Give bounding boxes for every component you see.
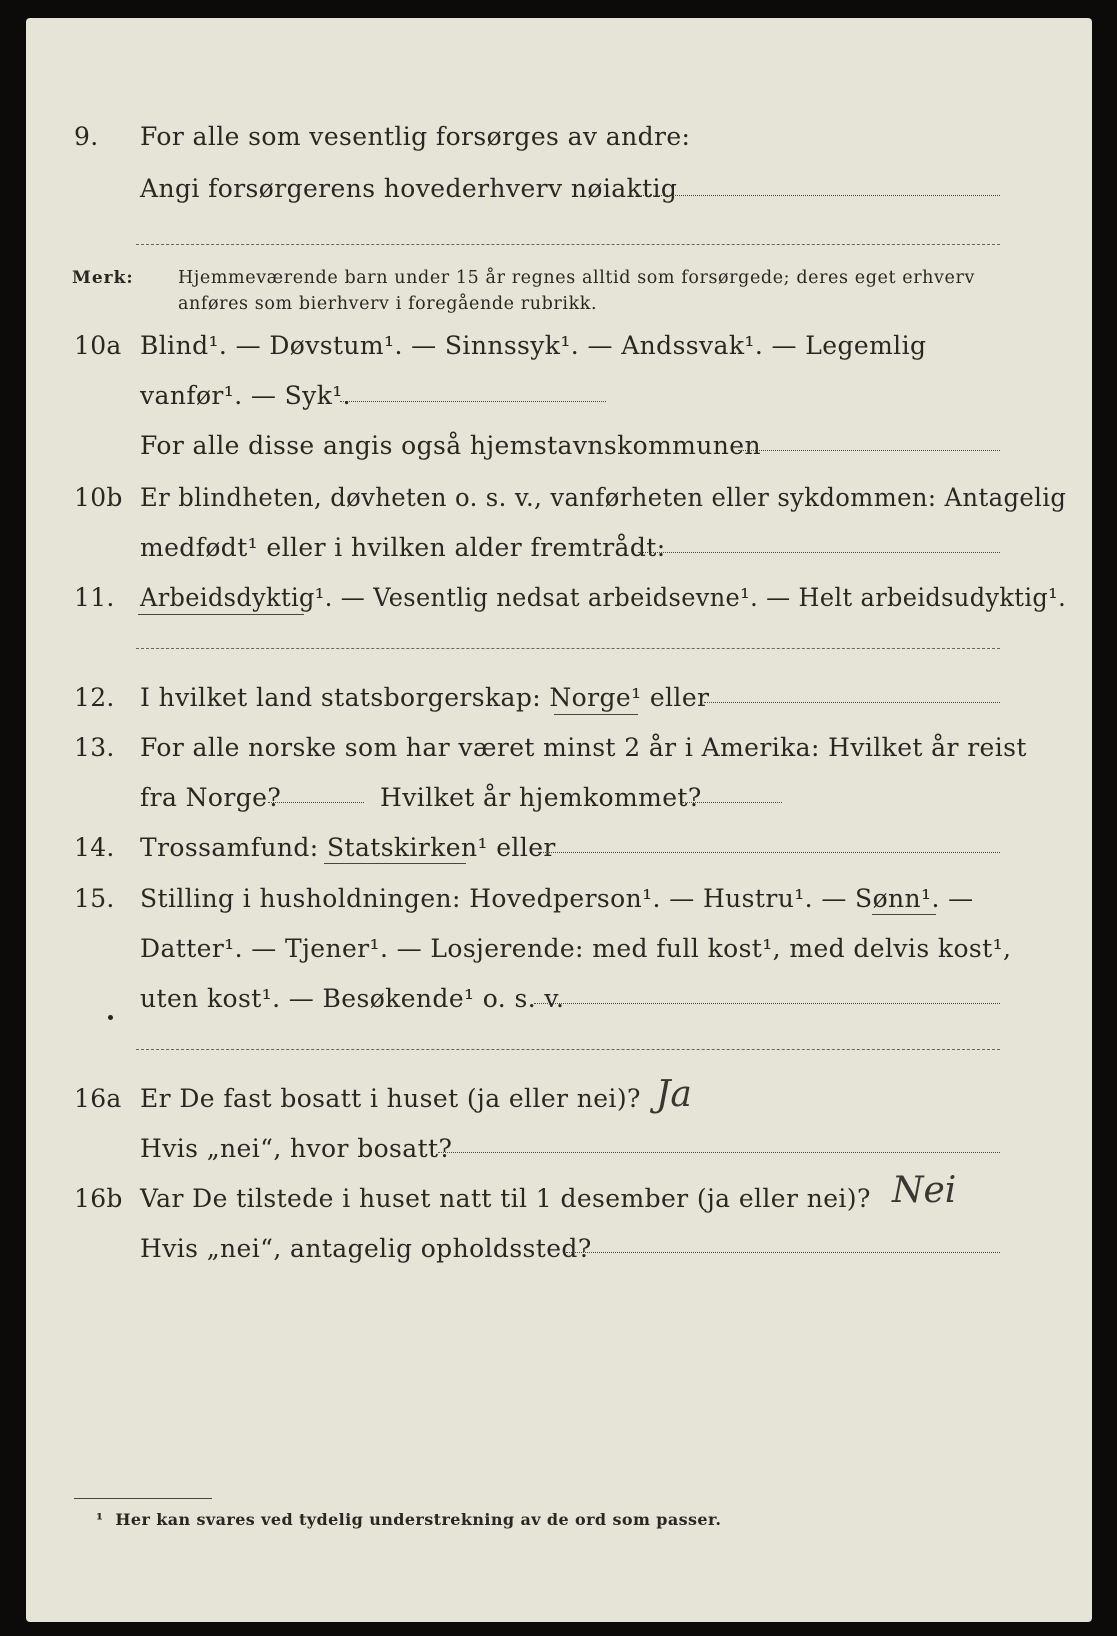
q15-answer-rule[interactable] xyxy=(136,1049,1000,1050)
q14-text-line1: Trossamfund: Statskirken¹ eller xyxy=(140,833,556,862)
note-label: Merk: xyxy=(72,268,134,288)
note-text-line2: anføres som bierhverv i foregående rubrikk. xyxy=(178,294,598,314)
q10b-number: 10b xyxy=(74,483,123,512)
q14-number: 14. xyxy=(74,833,115,862)
q16b-text-line2: Hvis „nei“, antagelig opholdssted? xyxy=(140,1234,592,1263)
q15-handwritten-underline xyxy=(872,914,936,915)
q16a-answer-field[interactable] xyxy=(438,1152,1000,1153)
q15-text-line3: uten kost¹. — Besøkende¹ o. s. v. xyxy=(140,984,565,1013)
q10a-answer-field[interactable] xyxy=(340,401,606,402)
footnote xyxy=(96,1510,721,1529)
q10a-text-line3: For alle disse angis også hjemstavnskommunen xyxy=(140,431,761,460)
q13-text-line1: For alle norske som har været minst 2 år i Amerika: Hvilket år reist xyxy=(140,733,1027,762)
q9-answer-field[interactable] xyxy=(636,195,1000,196)
q13-return-year-field[interactable] xyxy=(682,802,782,803)
q9-text-line2: Angi forsørgerens hovederhverv nøiaktig xyxy=(140,174,678,203)
q13-number: 13. xyxy=(74,733,115,762)
census-form-page xyxy=(26,18,1092,1622)
q11-number: 11. xyxy=(74,583,115,612)
q16b-answer-field[interactable] xyxy=(566,1252,1000,1253)
q13-text-line2b: Hvilket år hjemkommet? xyxy=(380,783,702,812)
q14-handwritten-underline xyxy=(324,863,466,864)
q15-answer-field[interactable] xyxy=(534,1003,1000,1004)
q15-text-line2: Datter¹. — Tjener¹. — Losjerende: med full kost¹, med delvis kost¹, xyxy=(140,934,1012,963)
q16a-text-line2: Hvis „nei“, hvor bosatt? xyxy=(140,1134,453,1163)
q11-answer-rule[interactable] xyxy=(136,648,1000,649)
q10b-text-line1: Er blindheten, døvheten o. s. v., vanførheten eller sykdommen: Antagelig xyxy=(140,483,1067,512)
q16a-number: 16a xyxy=(74,1084,122,1113)
q12-number: 12. xyxy=(74,683,115,712)
q10b-text-line2: medfødt¹ eller i hvilken alder fremtrådt: xyxy=(140,533,666,562)
q9-text-line1: For alle som vesentlig forsørges av andre: xyxy=(140,122,691,151)
footnote-rule xyxy=(74,1498,212,1499)
q16a-text-line1: Er De fast bosatt i huset (ja eller nei)? xyxy=(140,1084,641,1113)
footnote-text: Her kan svares ved tydelig understrekning av de ord som passer. xyxy=(115,1510,722,1529)
q11-text-line1: Arbeidsdyktig¹. — Vesentlig nedsat arbeidsevne¹. — Helt arbeidsudyktig¹. xyxy=(140,583,1067,612)
q16b-text-line1: Var De tilstede i huset natt til 1 desember (ja eller nei)? xyxy=(140,1184,871,1213)
q12-answer-field[interactable] xyxy=(704,702,1000,703)
q13-departure-year-field[interactable] xyxy=(268,802,364,803)
footnote-mark: ¹ xyxy=(96,1510,104,1529)
ink-speck xyxy=(108,1015,113,1020)
q16b-handwritten-answer: Nei xyxy=(892,1170,957,1211)
q14-answer-field[interactable] xyxy=(538,852,1000,853)
note-text-line1: Hjemmeværende barn under 15 år regnes alltid som forsørgede; deres eget erhverv xyxy=(178,268,975,288)
q13-text-line2a: fra Norge? xyxy=(140,783,282,812)
q15-number: 15. xyxy=(74,884,115,913)
q15-text-line1: Stilling i husholdningen: Hovedperson¹. — Hustru¹. — Sønn¹. — xyxy=(140,884,974,913)
q10a-number: 10a xyxy=(74,331,122,360)
q10a-text-line2: vanfør¹. — Syk¹. xyxy=(140,381,352,410)
q10a-text-line1: Blind¹. — Døvstum¹. — Sinnssyk¹. — Andssvak¹. — Legemlig xyxy=(140,331,927,360)
q12-text-line1: I hvilket land statsborgerskap: Norge¹ eller xyxy=(140,683,710,712)
q10b-answer-field[interactable] xyxy=(638,552,1000,553)
q10a-municipality-field[interactable] xyxy=(738,450,1000,451)
q9-answer-rule[interactable] xyxy=(136,244,1000,245)
q11-handwritten-underline xyxy=(138,614,304,615)
q9-number: 9. xyxy=(74,122,99,151)
q16b-number: 16b xyxy=(74,1184,123,1213)
q16a-handwritten-answer: Ja xyxy=(656,1074,692,1115)
q12-handwritten-underline xyxy=(554,714,638,715)
